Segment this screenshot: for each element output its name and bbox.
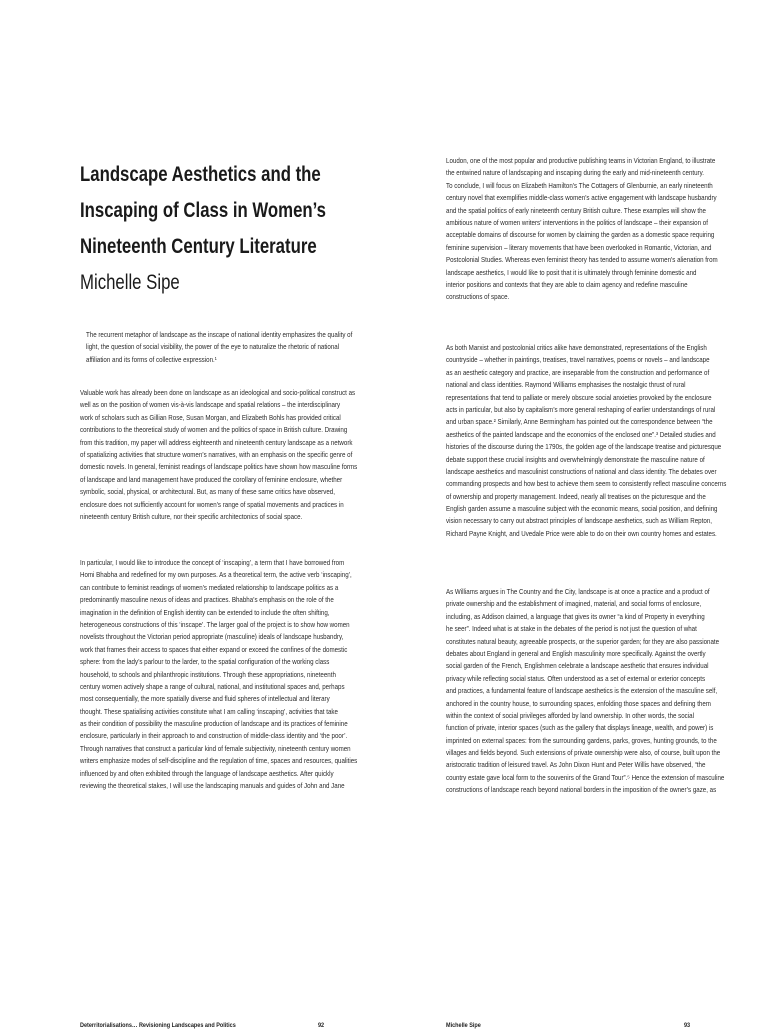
text-line: private ownership and the establishment of imagined, material, and social forms of enclosure, [446, 599, 702, 609]
text-line: imagination in the definition of English identity can be extended to include the often shifting, [80, 607, 330, 617]
text-line: ambitious nature of women writers’ interventions in the politics of landscape – their expansion of [446, 217, 708, 227]
text-line: work that frames their access to spaces that either expand or exceed the confines of the domestic [80, 644, 348, 654]
text-line: century women actively shape a range of cultural, national, and institutional spaces and, perhaps [80, 681, 345, 691]
title-line: Nineteenth Century Literature [80, 234, 317, 258]
right-paragraph-3 [446, 586, 725, 797]
text-line: most consequentially, the more spatially diverse and fluid spheres of intellectual and literary [80, 694, 330, 704]
text-line: landscape aesthetics and masculinist constructions of national and class identity. The debates over [446, 466, 717, 476]
text-line: enclosure, particularly in their approach to and construction of middle-class identity and ‘the poor’. [80, 731, 348, 741]
text-line: debate support these crucial insights and overwhelmingly demonstrate the masculine nature of [446, 454, 705, 464]
text-line: Through narratives that construct a particular kind of female subjectivity, nineteenth century women [80, 743, 351, 753]
text-line: century novel that exemplifies middle-class women’s active engagement with landscape husbandry [446, 193, 717, 203]
text-line: Valuable work has already been done on landscape as an ideological and socio-political construct as [80, 388, 356, 397]
text-line: nineteenth century British culture, nor their specific architectonics of social space. [80, 511, 303, 521]
text-line: well as on the position of women vis-à-vis landscape and spatial relations – the interdisciplinary [80, 400, 341, 410]
text-line: as an aesthetic category and practice, are inseparable from the construction and performance of [446, 367, 710, 377]
left-paragraph-2 [80, 557, 358, 792]
text-line: country estate gave local form to the souvenirs of the Grand Tour”.⁵ Hence the extension of masculine [446, 772, 725, 782]
text-line: affiliation and its forms of collective expression.¹ [86, 354, 217, 364]
text-line: English garden assume a masculine subject with the economic means, social position, and defining [446, 504, 718, 514]
text-line: function of private, interior spaces (such as the gallery that displays lineage, wealth, and power) is [446, 723, 714, 733]
text-line: thought. These spatialising activities constitute what I am calling ‘inscaping’, activities that take [80, 706, 338, 716]
page-number: 92 [318, 1022, 325, 1029]
text-line: enclosure does not sufficiently account for women’s range of spatial movements and practices in [80, 499, 344, 509]
text-line: of landscape and land management have produced the corollary of feminine enclosure, whether [80, 474, 343, 484]
text-line: commanding prospects and how best to achieve them seem to consistently reflect masculine concerns [446, 479, 727, 489]
text-line: from this tradition, my paper will address eighteenth and nineteenth century landscape as a network [80, 437, 353, 447]
title-line: Inscaping of Class in Women’s [80, 198, 327, 222]
page-number: 93 [684, 1022, 691, 1029]
text-line: of ownership and property management. Indeed, nearly all treatises on the picturesque and the [446, 491, 706, 501]
text-line: Homi Bhabha and redefined for my own purposes. As a theoretical term, the active verb ‘inscaping’, [80, 570, 352, 580]
text-line: light, the question of social visibility, the power of the eye to naturalize the rhetoric of national [86, 342, 340, 352]
text-line: and the spatial politics of early nineteenth century British culture. These examples will show the [446, 205, 706, 215]
text-line: sphere: from the lady’s parlour to the larder, to the spatial configuration of the working class [80, 657, 330, 667]
text-line: heterogeneous constructions of this ‘inscape’. The larger goal of the project is to show how women [80, 619, 350, 629]
text-line: he seer”. Indeed what is at stake in the debates of the period is not just the question of what [446, 624, 697, 634]
text-line: vision necessary to carry out abstract principles of landscape aesthetics, such as William Repton, [446, 516, 712, 526]
text-line: feminine supervision – literary movements that have been overlooked in Romantic, Victorian, and [446, 242, 712, 252]
text-line: work of scholars such as Gillian Rose, Susan Morgan, and Elizabeth Bohls has provided critical [80, 412, 341, 422]
running-footer: Deterritorialisations… Revisioning Landscapes and Politics [80, 1022, 236, 1029]
text-line: novelists throughout the Victorian period appropriate (masculine) ideals of landscape husbandry, [80, 632, 344, 642]
text-line: The recurrent metaphor of landscape as the inscape of national identity emphasizes the quality of [86, 330, 353, 339]
text-line: social garden of the French, Englishmen celebrate a landscape aesthetic that ensures individual [446, 661, 709, 671]
text-line: acts in particular, but also by capitalism’s more general reshaping of earlier understandings of rural [446, 404, 716, 414]
text-line: contributions to the theoretical study of women and the politics of space in British culture. Drawing [80, 425, 348, 435]
text-line: countryside – whether in paintings, treatises, travel narratives, poems or novels – and landscape [446, 355, 710, 365]
text-line: villages and fields beyond. Such extensions of private ownership were also, of course, built upon the [446, 748, 721, 758]
text-line: writers emphasize modes of self-discipline and the regulation of time, spaces and resources, qualities [80, 756, 358, 766]
text-line: histories of the discourse during the 1790s, the golden age of the landscape treatise and picturesque [446, 442, 722, 452]
text-line: landscape aesthetics, I would like to posit that it is ultimately through feminine domestic and [446, 267, 697, 277]
text-line: within the context of social privileges afforded by land ownership. In other words, the social [446, 710, 694, 720]
text-line: acceptable domains of discourse for women by claiming the garden as a domestic space requiring [446, 230, 715, 240]
text-line: Richard Payne Knight, and Uvedale Price were able to do on their own country homes and estates. [446, 528, 717, 538]
text-line: privacy while reflecting social status. Often understood as a set of external or exterior concepts [446, 673, 706, 683]
text-line: representations that tend to palliate or merely obscure social anxieties provoked by the enclosure [446, 392, 712, 402]
text-line: imprinted on external spaces: from the surrounding gardens, parks, groves, hunting grounds, to the [446, 735, 717, 745]
text-line: Postcolonial Studies. Whereas even feminist theory has tended to assume women’s alienation from [446, 255, 718, 265]
text-line: as their condition of possibility the masculine production of landscape and its practices of feminine [80, 719, 348, 729]
text-line: reviewing the theoretical stakes, I will use the landscaping manuals and guides of John and Jane [80, 781, 345, 791]
text-line: symbolic, social, physical, or architectural. But, as many of these same critics have observed, [80, 487, 335, 497]
text-line: constructions of space. [446, 292, 510, 302]
text-line: predominantly masculine nexus of ideas and practices. Bhabha’s emphasis on the role of the [80, 595, 334, 605]
text-line: aesthetics of the painted landscape and the economics of the enclosed one”.³ Detailed studies and [446, 429, 716, 439]
text-line: As Williams argues in The Country and the City, landscape is at once a practice and a product of [446, 587, 710, 596]
text-line: constitutes natural beauty, agreeable prospects, or the superior garden; for they are also passionate [446, 636, 720, 646]
text-line: To conclude, I will focus on Elizabeth Hamilton’s The Cottagers of Glenburnie, an early nineteenth [446, 180, 713, 190]
title-line: Landscape Aesthetics and the [80, 162, 321, 186]
article-header [80, 156, 380, 300]
text-line: anchored in the country house, to surrounding spaces, enfolding those spaces and defining them [446, 698, 711, 708]
text-line: national and class identities. Raymond Williams emphasises the nostalgic thrust of rural [446, 380, 686, 390]
text-line: and urban space.² Similarly, Anne Bermingham has pointed out the correspondence between “the [446, 417, 713, 427]
text-line: As both Marxist and postcolonial critics alike have demonstrated, representations of the English [446, 343, 707, 352]
text-line: can contribute to feminist readings of women’s mediated relationship to landscape politics as a [80, 582, 339, 592]
text-line: influenced by and often exhibited through the language of landscape aesthetics. After quickly [80, 768, 334, 778]
text-line: domestic novels. In general, feminist readings of landscape politics have shown how masculine forms [80, 462, 358, 472]
text-line: aristocratic tradition of leisured travel. As John Dixon Hunt and Peter Willis have observed, “the [446, 760, 706, 770]
text-line: interior positions and contexts that they are able to claim agency and redefine masculine [446, 279, 688, 289]
text-line: the entwined nature of landscaping and inscaping during the early and mid-nineteenth century. [446, 168, 704, 178]
right-page [384, 0, 768, 1029]
author-name: Michelle Sipe [80, 270, 180, 294]
text-line: In particular, I would like to introduce the concept of ‘inscaping’, a term that I have borrowed from [80, 558, 345, 567]
text-line: debates about England in general and English masculinity more specifically. Against the overtly [446, 648, 706, 658]
text-line: Loudon, one of the most popular and productive publishing teams in Victorian England, to illustrate [446, 156, 716, 165]
text-line: including, as Addison claimed, a language that gives its owner “a kind of Property in everything [446, 611, 705, 621]
running-footer: Michelle Sipe [446, 1022, 481, 1029]
left-paragraph-1 [80, 387, 358, 523]
text-line: of spatializing activities that structure women’s narratives, with an emphasis on the specific genre of [80, 449, 353, 459]
right-paragraph-1 [446, 155, 718, 304]
text-line: constructions of landscape reach beyond national borders in the imposition of the owner’s gaze, as [446, 785, 717, 795]
text-line: household, to schools and philanthropic institutions. Through these appropriations, nineteenth [80, 669, 336, 679]
abstract [86, 329, 353, 366]
text-line: and practices, a fundamental feature of landscape aesthetics is the extension of the masculine self, [446, 686, 718, 696]
right-paragraph-2 [446, 342, 727, 540]
